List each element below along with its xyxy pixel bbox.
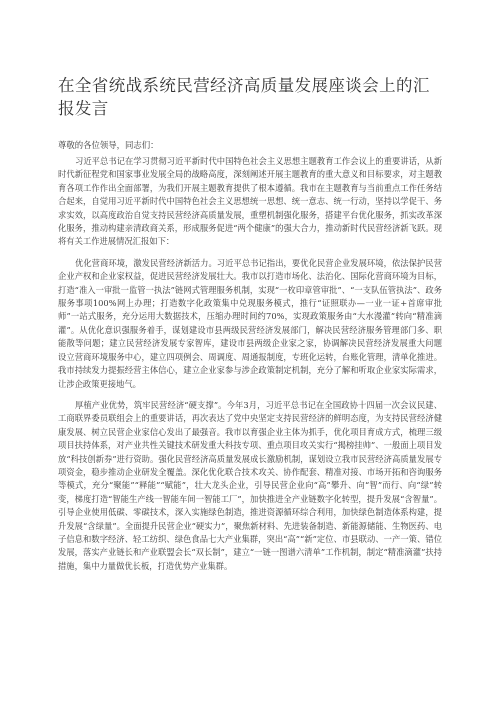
paragraph-intro: 习近平总书记在学习贯彻习近平新时代中国特色社会主义思想主题教育工作会议上的重要讲话，从新时代新征程党和国家事业发展全局的战略高度，深刻阐述开展主题教育的重大意义和目标要求，对主题教育各项工作作出全面部署，为我们开展主题教育提供了根本遵循。我市在主题教育与当前重点工作任务结合起来，自觉用习近平新时代中国特色社会主义思想统一思想、统一意志、统一行动，坚持以学促干、务求实效，以高度政治自觉支持民营经济高质量发展，重塑机制强化服务，搭建平台优化服务，抓实改革深化服务，推动构建亲清政商关系，形成服务促进“两个健康”的强大合力，推动新时代民营经济新飞跃。现将有关工作进展情况汇报如下： (58, 156, 442, 247)
salutation: 尊敬的各位领导，同志们： (58, 140, 159, 150)
paragraph-industry-advantage: 厚植产业优势，筑牢民营经济“硬支撑”。今年3月，习近平总书记在全国政协十四届一次会议民建、工商联界委员联组会上的重要讲话，再次表达了党中央坚定支持民营经济的鲜明态度，为支持民营经济健康发展、树立民营企业家信心发出了最强音。我市以育强企业主体为抓手，优化项目育成方式，梳理三级项目扶持体系，对产业共性关键技术研发重大科技专项、重点项目攻关实行“揭榜挂帅”、一般面上项目发放“科技创新券”进行资助。强化民营经济高质量发展成长激励机制，谋划设立我市民营经济高质量发展专项资金，稳步推动企业研发全覆盖。深化优化联合技术攻关、协作配套、精准对接、市场开拓和咨询服务等模式，充分“聚能”“释能”“赋能”，壮大龙头企业，引导民营企业向“高”攀升、向“智”而行、向“绿”转变，梯度打造“智能生产线一智能车间一智能工厂”，加快推进全产业链数字化转型，提升发展“含智量”。引导企业使用低碳、零碳技术，深入实施绿色制造，推进资源循环综合利用，加快绿色制造体系构建，提升发展“含绿量”。全面提升民营企业“硬实力”，聚焦新材料、先进装备制造、新能源储能、生物医药、电子信息和数字经济、轻工纺织、绿色食品七大产业集群，突出“高”“新”定位、市县联动、一产一策、错位发展，落实产业链长和产业联盟会长“双长制”，建立“一链一图谱六清单”工作机制，制定“精准滴灌”扶持措施，集中力量做优长板，打造优势产业集群。 (58, 399, 442, 571)
paragraph-business-environment: 优化营商环境，激发民营经济新活力。习近平总书记指出，要优化民营企业发展环境，依法保护民营企业产权和企业家权益，促进民营经济发展壮大。我市以打造市场化、法治化、国际化营商环境为目标，打造“准入一审批一监管一执法”链网式管理服务机制，实现“一枚印章管审批”、“一支队伍管执法”、政务服务事项100%网上办理；打造数字化政策集中兑现服务模式，推行“证照联办—一业一证+首席审批师”一站式服务，充分运用大数据技术，压缩办理时间约70%，实现政策服务由“大水漫灌”转向“精准滴灌”。从优化意识强服务着手，谋划建设市县两级民营经济发展部门，解决民营经济服务管理部门多、职能散等问题；建立民营经济发展专家智库，建设市县两级企业家之家，协调解决民营经济发展重大问题 设立营商环境服务中心，建立四项例会、周调度、周通报制度，专班化运转，台账化管理，清单化推进。我市持续发力提振经营主体信心，建立企业家参与涉企政策制定机制，充分了解和听取企业家实际需求，让涉企政策更接地气。 (58, 257, 442, 389)
document-body (58, 155, 442, 581)
document-title: 在全省统战系统民营经济高质量发展座谈会上的汇报发言 (58, 76, 430, 118)
